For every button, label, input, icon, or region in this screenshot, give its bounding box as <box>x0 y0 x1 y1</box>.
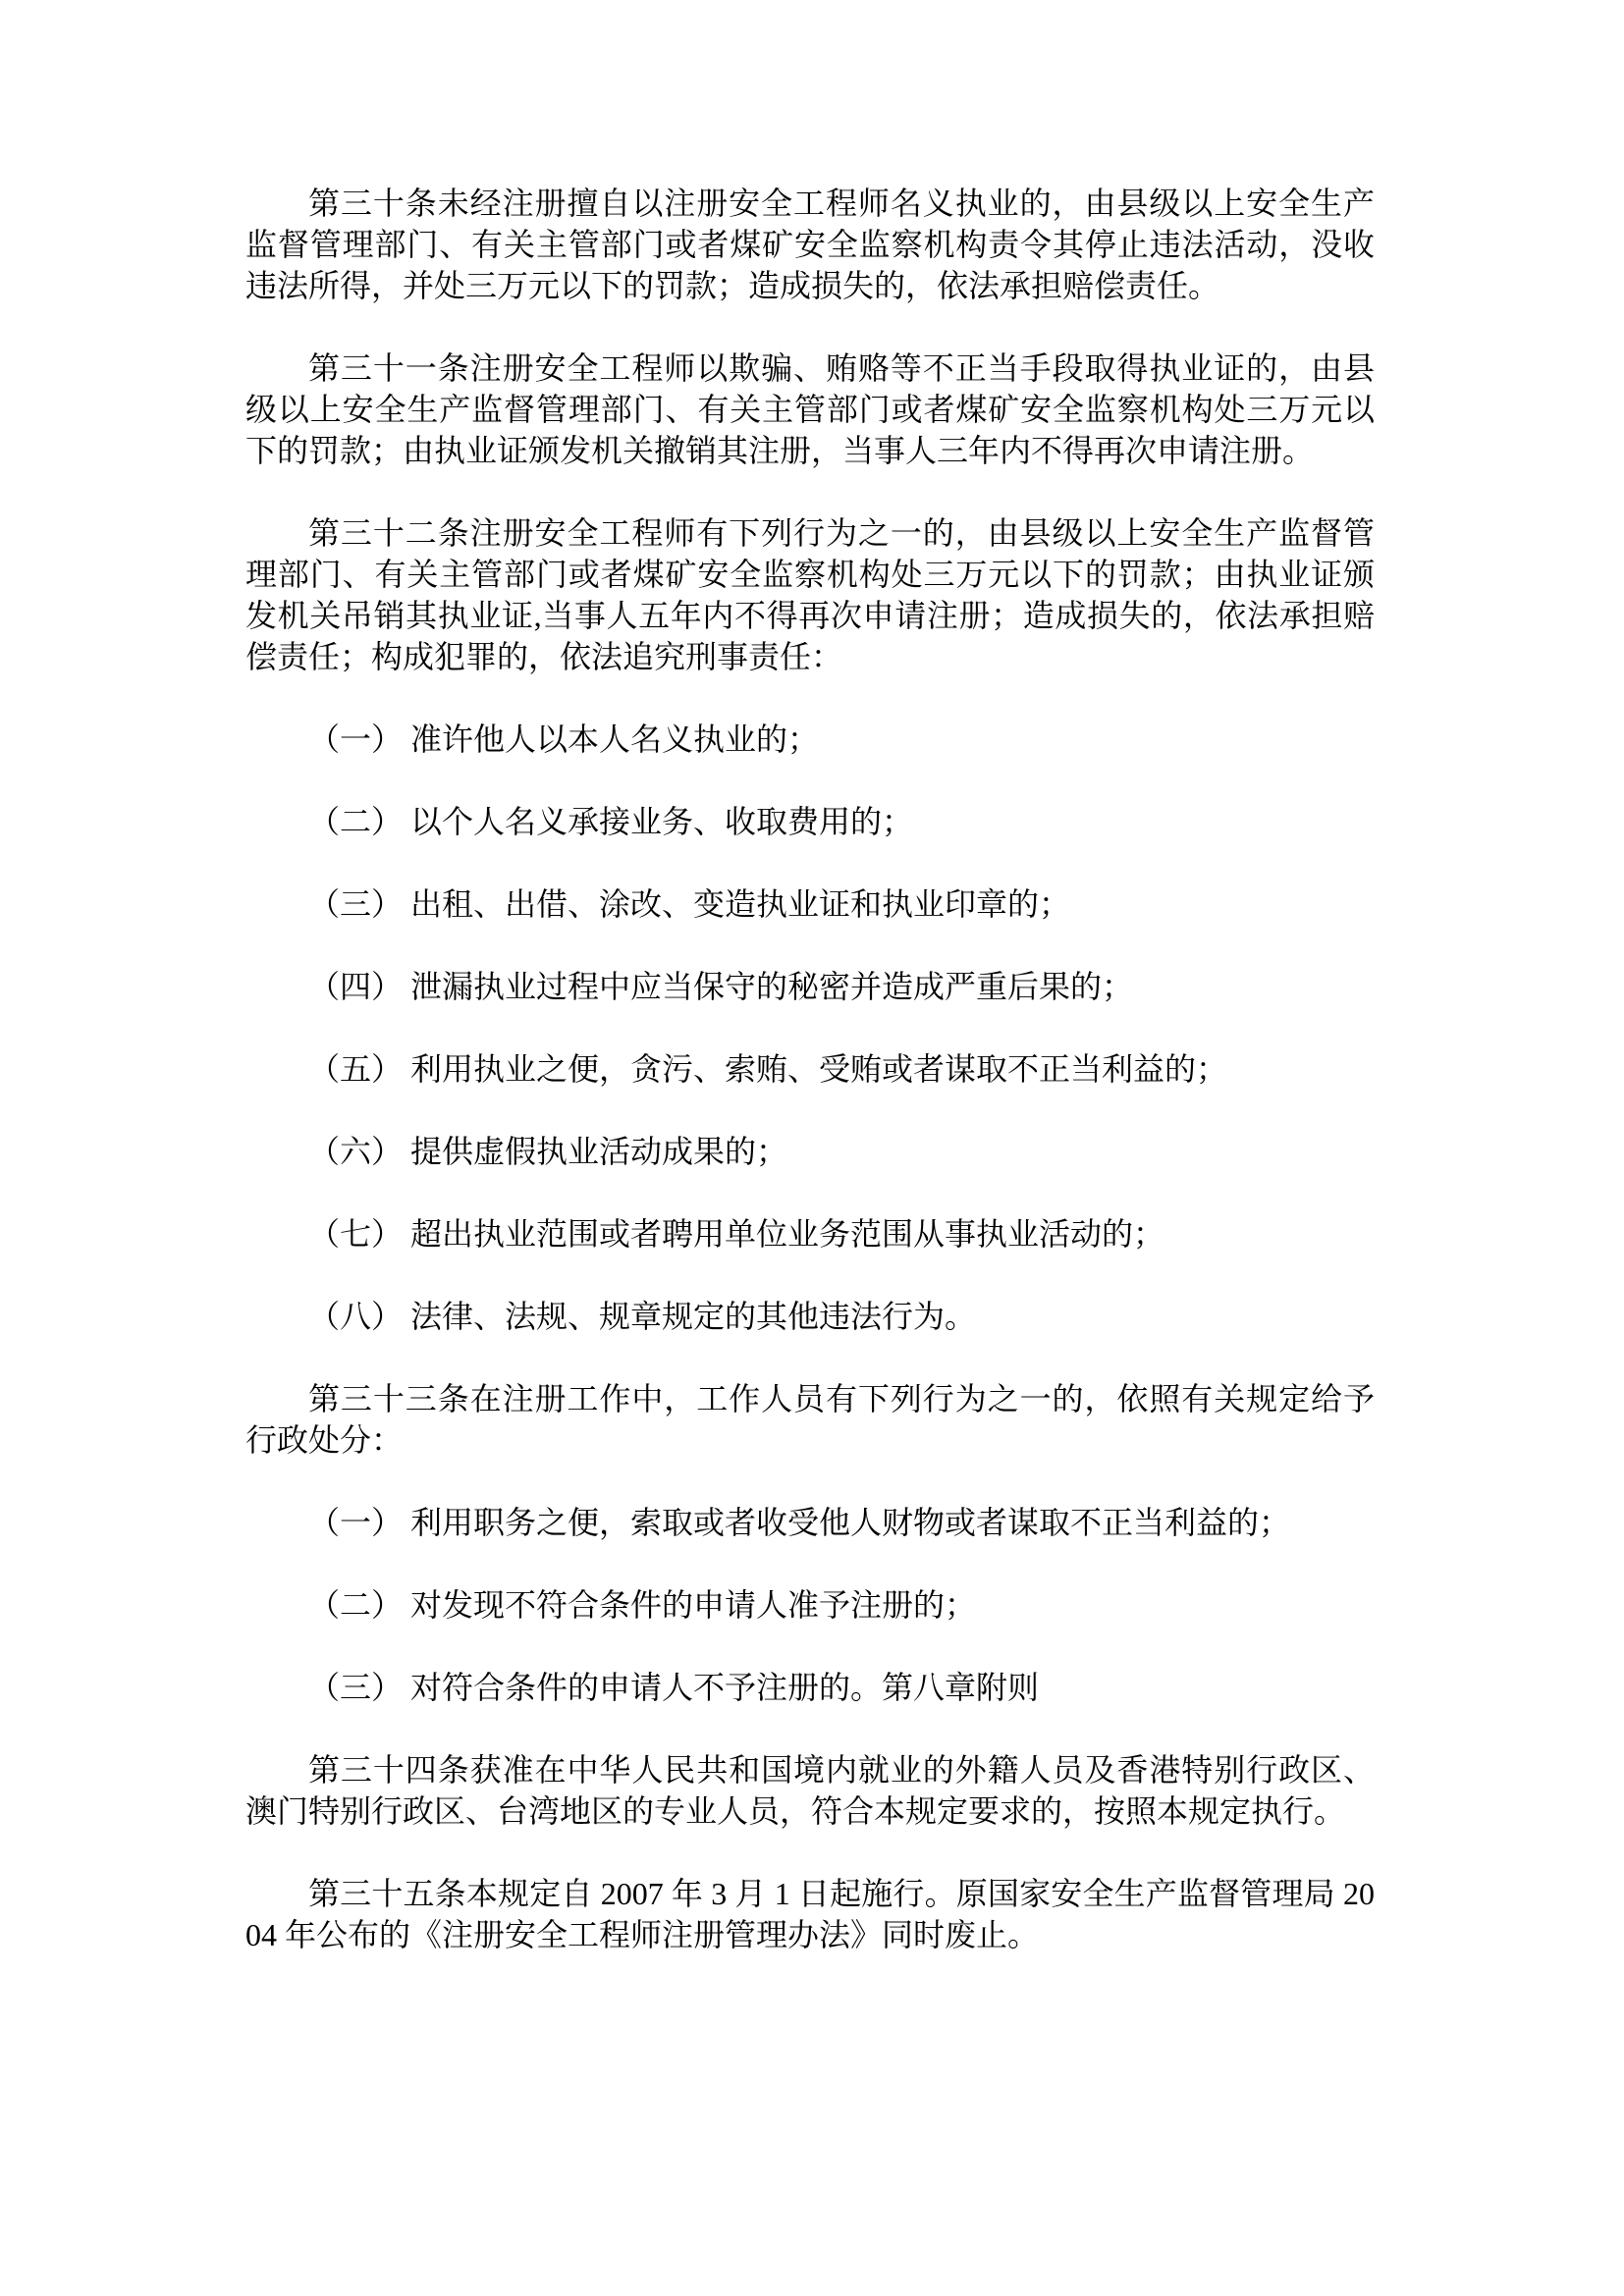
article-32-item-1: （一） 准许他人以本人名义执业的； <box>308 721 820 757</box>
article-32-item-7: （七） 超出执业范围或者聘用单位业务范围从事执业活动的； <box>308 1216 1165 1252</box>
article-33-item-1: （一） 利用职务之便，索取或者收受他人财物或者谋取不正当利益的； <box>308 1505 1291 1540</box>
article-35: 第三十五条本规定自 2007 年 3 月 1 日起施行。原国家安全生产监督管理局 2004 年公布的《注册安全工程师注册管理办法》同时废止。 <box>245 1876 1375 1952</box>
article-32-item-3: （三） 出租、出借、涂改、变造执业证和执业印章的； <box>308 886 1071 922</box>
article-33: 第三十三条在注册工作中，工作人员有下列行为之一的，依照有关规定给予行政处分： <box>245 1381 1375 1458</box>
article-32-item-4: （四） 泄漏执业过程中应当保守的秘密并造成严重后果的； <box>308 969 1134 1004</box>
document-body <box>245 183 1375 1997</box>
article-33-item-2: （二） 对发现不符合条件的申请人准予注册的； <box>308 1587 977 1623</box>
article-32-item-8: （八） 法律、法规、规章规定的其他违法行为。 <box>308 1299 977 1334</box>
article-31: 第三十一条注册安全工程师以欺骗、贿赂等不正当手段取得执业证的，由县级以上安全生产监督管理部门、有关主管部门或者煤矿安全监察机构处三万元以下的罚款；由执业证颁发机关撤销其注册，当事人三年内不得再次申请注册。 <box>245 350 1375 468</box>
article-32-item-2: （二） 以个人名义承接业务、收取费用的； <box>308 804 914 839</box>
article-32: 第三十二条注册安全工程师有下列行为之一的，由县级以上安全生产监督管理部门、有关主管部门或者煤矿安全监察机构处三万元以下的罚款；由执业证颁发机关吊销其执业证,当事人五年内不得再次申请注册；造成损失的，依法承担赔偿责任；构成犯罪的，依法追究刑事责任： <box>245 515 1375 674</box>
article-30: 第三十条未经注册擅自以注册安全工程师名义执业的，由县级以上安全生产监督管理部门、有关主管部门或者煤矿安全监察机构责令其停止违法活动，没收违法所得，并处三万元以下的罚款；造成损失的，依法承担赔偿责任。 <box>245 186 1375 303</box>
article-34: 第三十四条获准在中华人民共和国境内就业的外籍人员及香港特别行政区、澳门特别行政区、台湾地区的专业人员，符合本规定要求的，按照本规定执行。 <box>245 1752 1375 1829</box>
article-32-item-6: （六） 提供虚假执业活动成果的； <box>308 1134 788 1169</box>
article-33-item-3: （三） 对符合条件的申请人不予注册的。第八章附则 <box>308 1670 1040 1705</box>
article-32-item-5: （五） 利用执业之便，贪污、索贿、受贿或者谋取不正当利益的； <box>308 1051 1228 1087</box>
